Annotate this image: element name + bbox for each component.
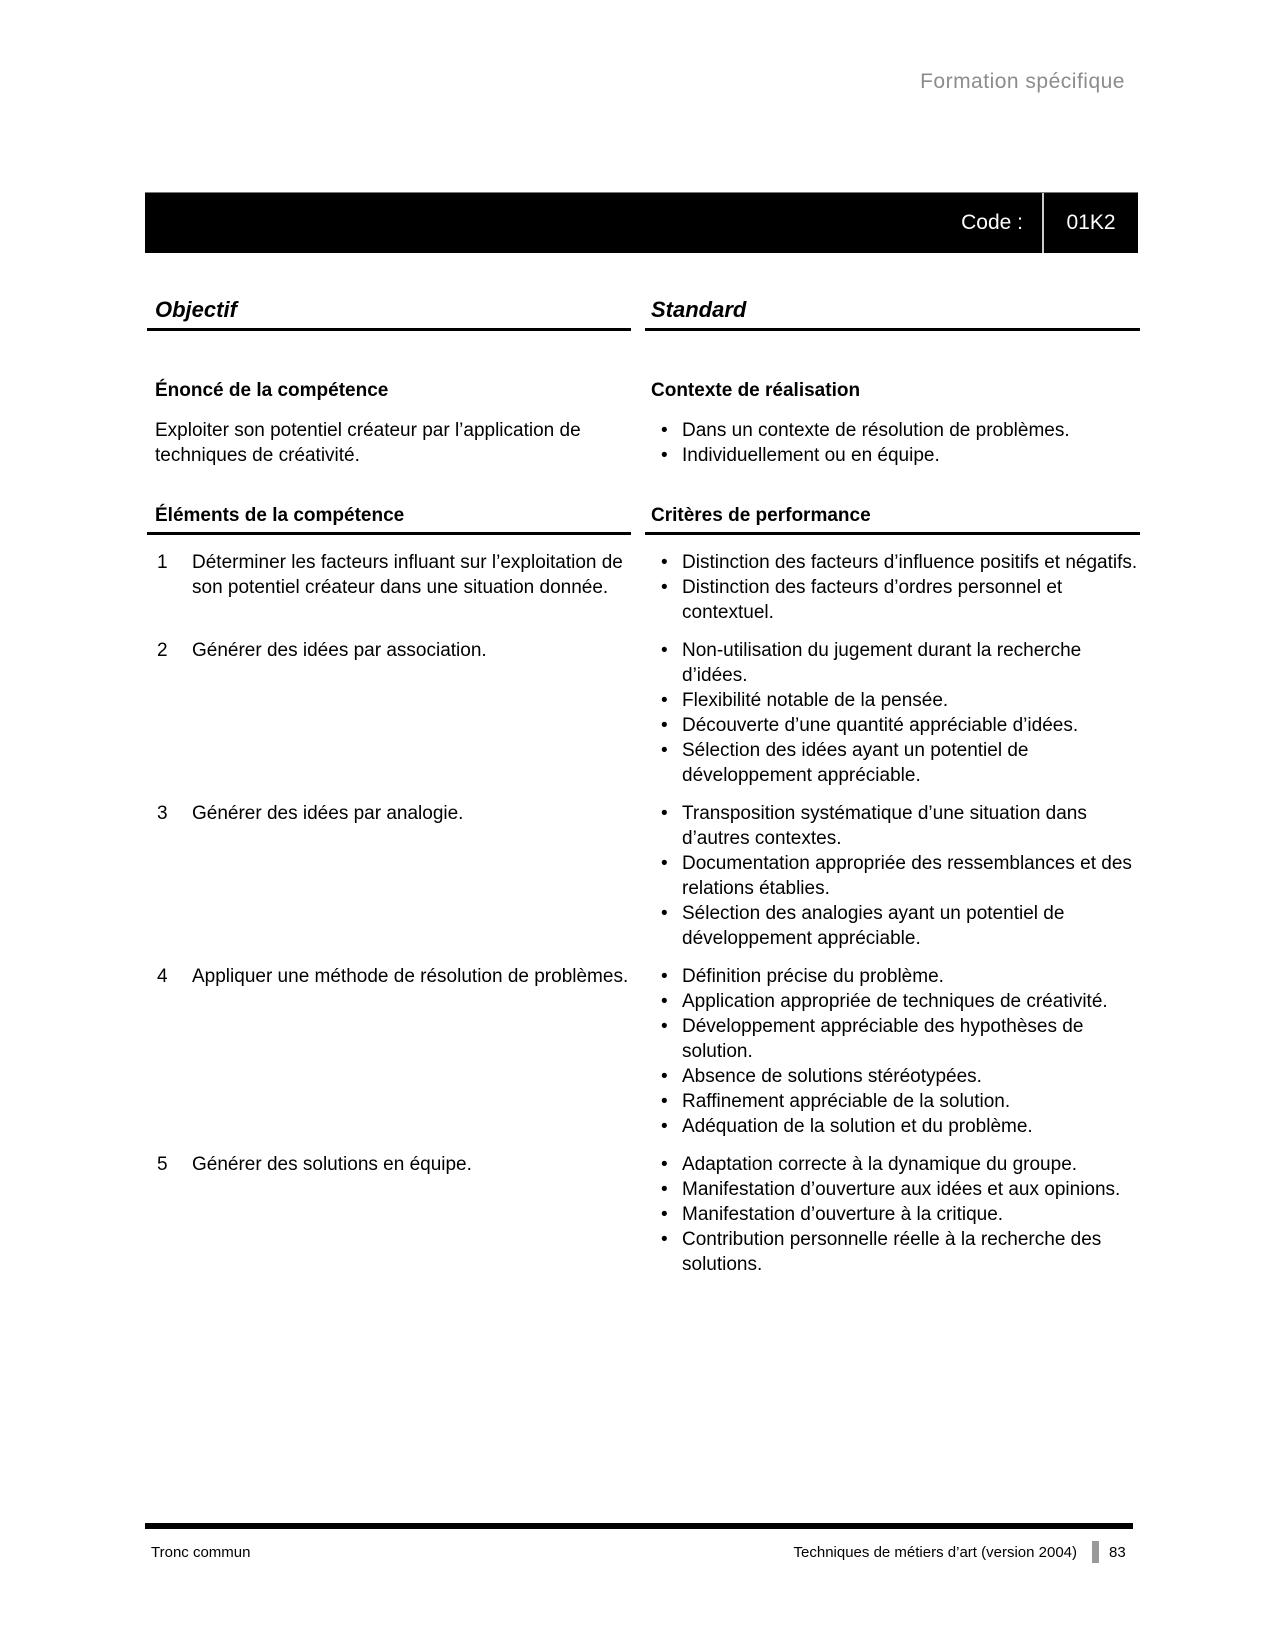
criterion: • Définition précise du problème. bbox=[645, 964, 1140, 989]
criterion: • Sélection des analogies ayant un potentiel de développement appréciable. bbox=[645, 901, 1140, 951]
competence-item bbox=[147, 964, 631, 1139]
competence-item-row bbox=[147, 1152, 1140, 1277]
context-bullet-list bbox=[645, 418, 1140, 468]
competence-item-row bbox=[147, 964, 1140, 1139]
footer-left-label: Tronc commun bbox=[151, 1543, 251, 1561]
criteria-list bbox=[645, 1152, 1140, 1277]
item-text: Appliquer une méthode de résolution de problèmes. bbox=[192, 966, 629, 987]
criterion: • Adaptation correcte à la dynamique du groupe. bbox=[645, 1152, 1140, 1177]
column-title-standard: Standard bbox=[645, 298, 1140, 331]
section1-body-row bbox=[147, 418, 1140, 468]
criteria-list bbox=[645, 801, 1140, 951]
competence-item bbox=[147, 1152, 631, 1277]
item-number: 2 bbox=[157, 640, 168, 661]
section1-headings-row bbox=[147, 378, 1140, 403]
criterion: • Flexibilité notable de la pensée. bbox=[645, 688, 1140, 713]
criterion: • Non-utilisation du jugement durant la recherche d’idées. bbox=[645, 638, 1140, 688]
criteria-list bbox=[645, 550, 1140, 625]
column-title-objectif: Objectif bbox=[147, 298, 631, 331]
item-number: 4 bbox=[157, 966, 168, 987]
code-bar-spacer bbox=[145, 193, 961, 253]
footer-right-label: Techniques de métiers d’art (version 2004) bbox=[793, 1543, 1077, 1561]
main-table bbox=[147, 298, 1140, 1277]
criterion: • Adéquation de la solution et du problème. bbox=[645, 1114, 1140, 1139]
criterion: • Documentation appropriée des ressemblances et des relations établies. bbox=[645, 851, 1140, 901]
item-number: 1 bbox=[157, 552, 168, 573]
criterion: • Raffinement appréciable de la solution. bbox=[645, 1089, 1140, 1114]
footer-page-divider-bar bbox=[1092, 1541, 1099, 1563]
item-text: Générer des solutions en équipe. bbox=[192, 1154, 472, 1175]
criterion: • Distinction des facteurs d’influence positifs et négatifs. bbox=[645, 550, 1140, 575]
competence-item bbox=[147, 550, 631, 625]
heading-elements-competence: Éléments de la compétence bbox=[147, 503, 631, 535]
heading-contexte-realisation: Contexte de réalisation bbox=[651, 380, 861, 401]
criteria-list bbox=[645, 964, 1140, 1139]
criterion: • Découverte d’une quantité appréciable d’idées. bbox=[645, 713, 1140, 738]
code-label: Code : bbox=[961, 211, 1023, 234]
competence-item-row bbox=[147, 550, 1140, 625]
running-header: Formation spécifique bbox=[920, 70, 1125, 93]
criterion: • Contribution personnelle réelle à la recherche des solutions. bbox=[645, 1227, 1140, 1277]
criterion: • Sélection des idées ayant un potentiel de développement appréciable. bbox=[645, 738, 1140, 788]
context-bullet: • Dans un contexte de résolution de problèmes. bbox=[645, 418, 1140, 443]
code-value: 01K2 bbox=[1066, 211, 1116, 234]
section2-headings-row bbox=[147, 503, 1140, 535]
item-text: Générer des idées par association. bbox=[192, 640, 487, 661]
competence-item-row bbox=[147, 638, 1140, 788]
heading-criteres-performance: Critères de performance bbox=[645, 503, 1140, 535]
item-text: Générer des idées par analogie. bbox=[192, 803, 464, 824]
criterion: • Développement appréciable des hypothèses de solution. bbox=[645, 1014, 1140, 1064]
criterion: • Transposition systématique d’une situation dans d’autres contextes. bbox=[645, 801, 1140, 851]
item-number: 3 bbox=[157, 803, 168, 824]
item-text: Déterminer les facteurs influant sur l’exploitation de son potentiel créateur dans une situation donnée. bbox=[192, 552, 623, 598]
context-bullet: • Individuellement ou en équipe. bbox=[645, 443, 1140, 468]
criteria-list bbox=[645, 638, 1140, 788]
competence-item bbox=[147, 801, 631, 951]
competence-item bbox=[147, 638, 631, 788]
criterion: • Manifestation d’ouverture aux idées et aux opinions. bbox=[645, 1177, 1140, 1202]
footer-rule bbox=[145, 1523, 1133, 1529]
criterion: • Absence de solutions stéréotypées. bbox=[645, 1064, 1140, 1089]
competence-statement: Exploiter son potentiel créateur par l’application de techniques de créativité. bbox=[155, 420, 581, 466]
footer bbox=[145, 1541, 1133, 1563]
column-titles-row bbox=[147, 298, 1140, 331]
heading-enonce-competence: Énoncé de la compétence bbox=[155, 380, 389, 401]
code-bar bbox=[145, 192, 1138, 253]
criterion: • Application appropriée de techniques de créativité. bbox=[645, 989, 1140, 1014]
criterion: • Manifestation d’ouverture à la critique. bbox=[645, 1202, 1140, 1227]
item-number: 5 bbox=[157, 1154, 168, 1175]
footer-page-number: 83 bbox=[1109, 1543, 1126, 1561]
criterion: • Distinction des facteurs d’ordres personnel et contextuel. bbox=[645, 575, 1140, 625]
competence-item-row bbox=[147, 801, 1140, 951]
